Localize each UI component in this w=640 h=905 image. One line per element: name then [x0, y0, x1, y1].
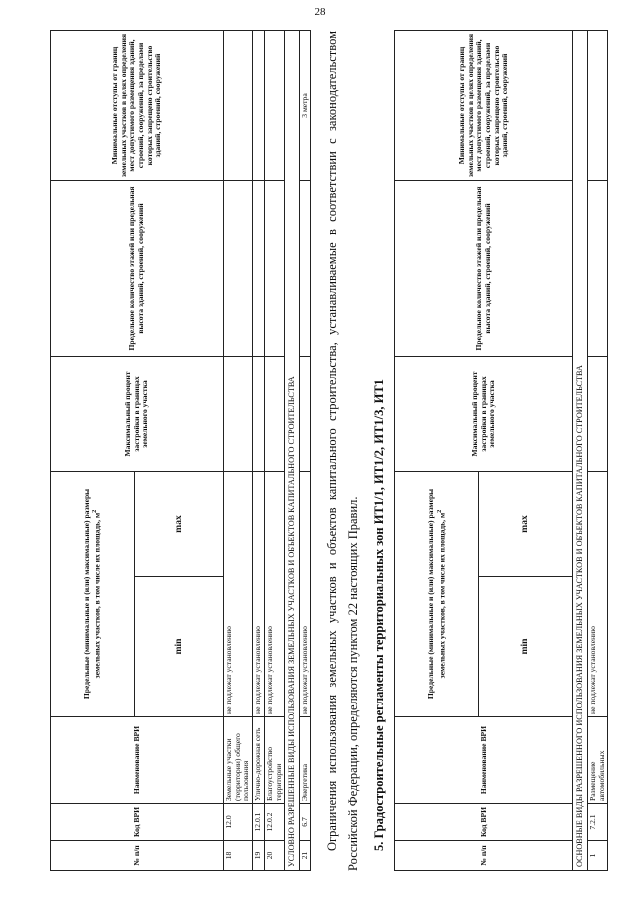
header-max: max	[135, 472, 224, 577]
header-name: Наименование ВРИ	[395, 717, 573, 804]
section-row-conditional: УСЛОВНО РАЗРЕШЕННЫЕ ВИДЫ ИСПОЛЬЗОВАНИЯ ЗЕМЕЛЬНЫХ УЧАСТКОВ И ОБЪЕКТОВ КАПИТАЛЬНОГО СТРОИТЕЛЬСТВА	[285, 31, 299, 871]
table-row: 19 12.0.1 Улично-дорожная сеть не подлежат установлению	[253, 31, 265, 871]
header-coverage: Максимальный процент застройки в границах земельного участка	[51, 357, 224, 472]
table-row: 18 12.0 Земельные участки (территории) общего пользования не подлежат установлению	[224, 31, 253, 871]
header-floors: Предельное количество этажей или предельная высота зданий, строений, сооружений	[51, 181, 224, 357]
header-max: max	[479, 472, 573, 577]
header-code: Код ВРИ	[395, 804, 573, 841]
header-min: min	[479, 577, 573, 717]
header-min: min	[135, 577, 224, 717]
header-num: № п/п	[51, 841, 224, 871]
header-area-group: Предельные (минимальные и (или) максимальные) размеры земельных участков, в том числе их площадь, $м^2$	[51, 472, 135, 717]
section-row-main: ОСНОВНЫЕ ВИДЫ РАЗРЕШЕННОГО ИСПОЛЬЗОВАНИЯ ЗЕМЕЛЬНЫХ УЧАСТКОВ И ОБЪЕКТОВ КАПИТАЛЬНОГО СТРОИТЕЛЬСТВА	[573, 31, 587, 871]
table-row: 21 6.7 Энергетика не подлежат установлению 3 метра	[299, 31, 311, 871]
land-use-table-1	[50, 30, 311, 871]
page-number: 28	[314, 6, 326, 18]
section-heading: 5. Градостроительные регламенты территориальных зон ИТ1/1, ИТ1/2, ИТ1/3, ИТ1	[372, 379, 387, 851]
header-name: Наименование ВРИ	[51, 717, 224, 804]
header-setbacks: Минимальные отступы от границ земельных участков в целях определения мест допустимого размещения зданий, строений, сооружений, за пределами которых запрещено строительство зданий, строений, сооружений	[51, 31, 224, 181]
header-code: Код ВРИ	[51, 804, 224, 841]
header-area-group: Предельные (минимальные и (или) максимальные) размеры земельных участков, в том числе их площадь, $м^2$	[395, 472, 479, 717]
header-floors: Предельное количество этажей или предельная высота зданий, строений, сооружений	[395, 181, 573, 357]
rotated-page-content	[50, 31, 606, 871]
restrictions-paragraph: Ограничения использования земельных участков и объектов капитального строительства, устанавливаемые в соответствии с законодательством Российской Федерации, определяются пунктом 22 настоящих Правил.	[325, 31, 361, 871]
header-coverage: Максимальный процент застройки в границах земельного участка	[395, 357, 573, 472]
header-setbacks: Минимальные отступы от границ земельных участков в целях определения мест допустимого размещения зданий, строений, сооружений, за пределами которых запрещено строительство зданий, строений, сооружений	[395, 31, 573, 181]
header-num: № п/п	[395, 841, 573, 871]
land-use-table-2	[394, 30, 608, 871]
table-row: 1 7.2.1 Размещение автомобильных не подлежат установлению	[587, 31, 607, 871]
table-row: 20 12.0.2 Благоустройство территории не подлежат установлению	[264, 31, 284, 871]
